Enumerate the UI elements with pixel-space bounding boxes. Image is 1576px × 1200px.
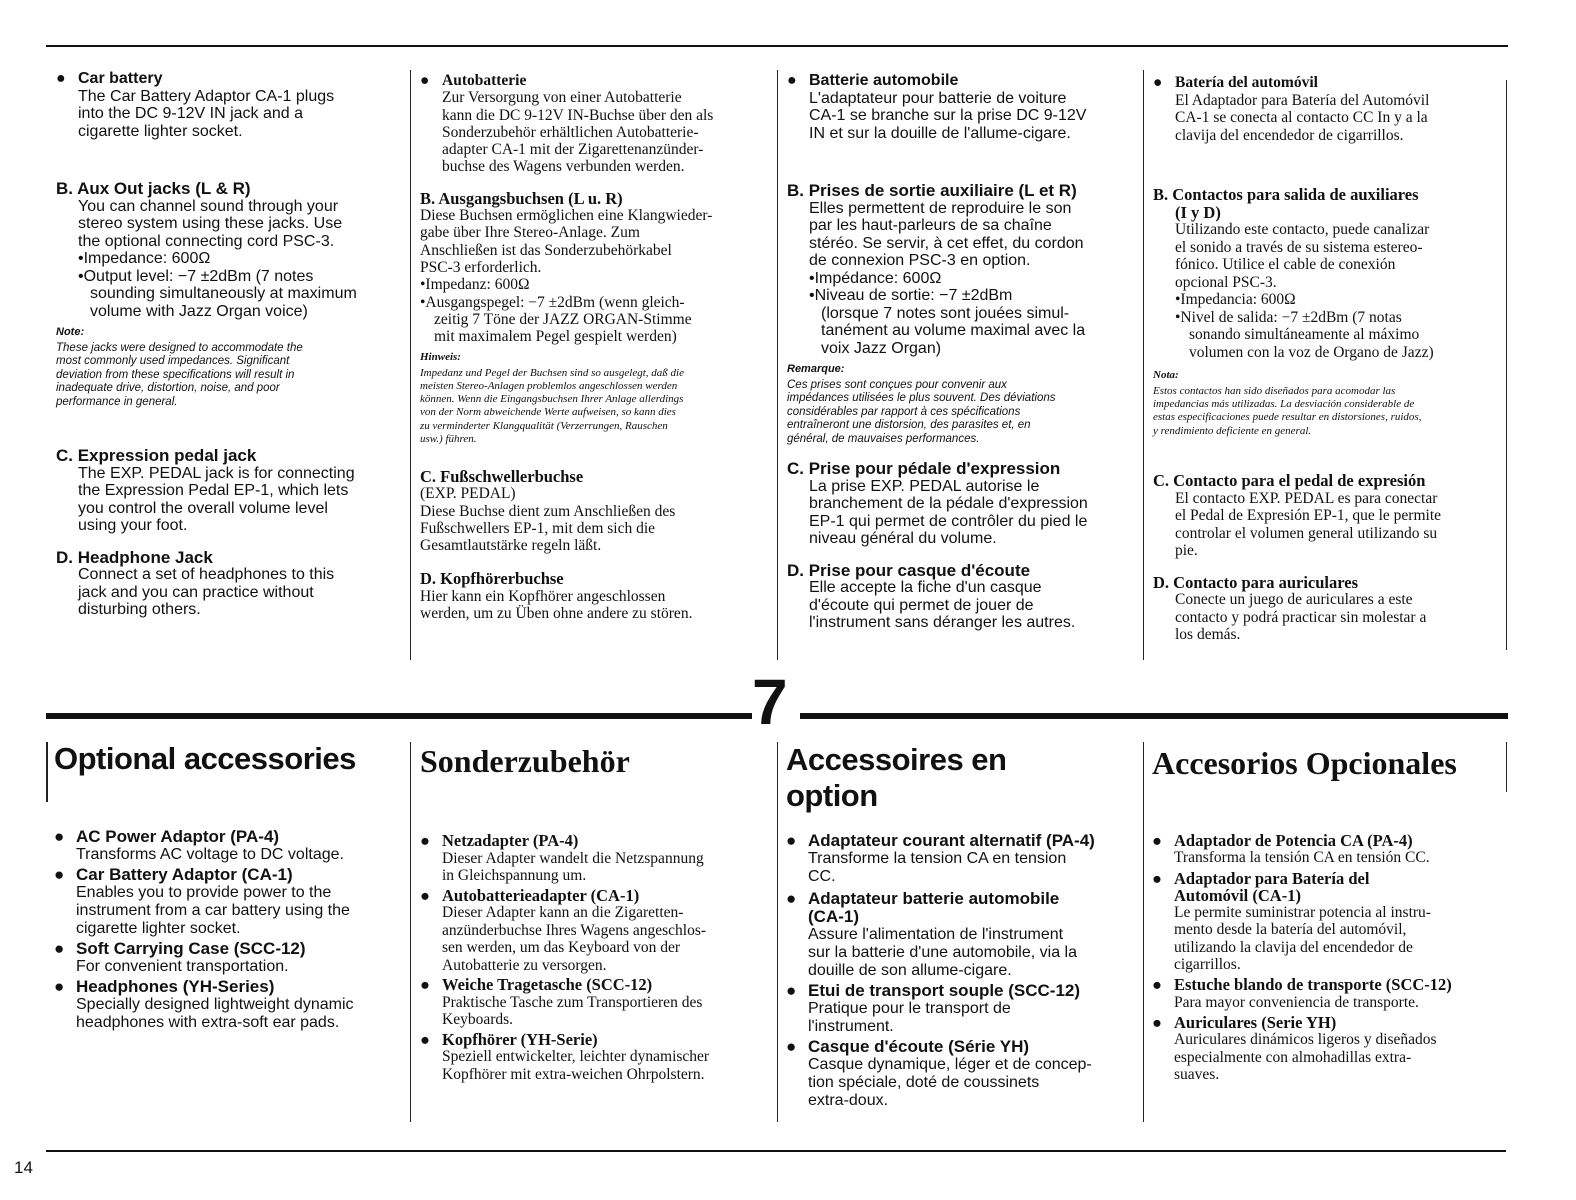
note-label: Hinweis: [420, 351, 461, 364]
section-title: Sonderzubehör [420, 743, 630, 779]
car-battery-text: L'adaptateur pour batterie de voiture CA-1 se branche sur la prise DC 9-12V IN et sur la douille de l'allume-cigare. [809, 89, 1087, 142]
top-rule [46, 45, 1508, 47]
accessory-carrying-case-text: Pratique pour le transport de l'instrument. [808, 1000, 1011, 1035]
note-text: These jacks were designed to accommodate the most commonly used impedances. Significant deviation from these specifications will result in inadequate drive, distortion, noise, and poor performance in general. [56, 341, 303, 408]
accessory-ac-adaptor-text: Transforms AC voltage to DC voltage. [76, 846, 344, 863]
expression-pedal-text: El contacto EXP. PEDAL es para conectar el Pedal de Expresión EP-1, que le permite controlar el volumen general utilizando su pie. [1175, 489, 1442, 560]
section-number: 7 [752, 666, 788, 738]
accessory-ac-adaptor-heading: ● Adaptateur courant alternatif (PA-4) [786, 831, 1095, 850]
accessory-headphones-heading: ● Kopfhörer (YH-Serie) [420, 1029, 598, 1049]
accessory-carrying-case-text: Praktische Tasche zum Transportieren des Keyboards. [442, 993, 703, 1028]
accessory-carrying-case-heading: ● Etui de transport souple (SCC-12) [786, 981, 1081, 1000]
bottom-rule [46, 1150, 1506, 1152]
accessory-headphones-text: Auriculares dinámicos ligeros y diseñados especialmente con almohadillas extra- suaves. [1174, 1031, 1437, 1083]
accessory-headphones-text: Speziell entwickelter, leichter dynamischer Kopfhörer mit extra-weichen Ohrpolstern. [442, 1048, 710, 1083]
accessory-car-battery-heading: ● Adaptateur batterie automobile (CA-1) [786, 889, 1060, 926]
headphone-jack-heading: D. Headphone Jack [56, 547, 213, 567]
column-divider [777, 70, 778, 660]
section-title: Accesorios Opcionales [1152, 745, 1457, 781]
aux-out-text: You can channel sound through your stereo system using these jacks. Use the optional connecting cord PSC-3. •Impedance: 600Ω •Output level: −7 ±2dBm (7 notes sounding simultaneously at maximum volume with Jazz Organ voice) [78, 197, 357, 320]
headphone-jack-heading: D. Contacto para auriculares [1153, 572, 1359, 592]
bottom-column-de [420, 742, 770, 1083]
expression-pedal-heading: C. Expression pedal jack [56, 446, 257, 466]
expression-pedal-heading: C. Fußschwellerbuchse [420, 466, 584, 486]
section-title: Accessoires en option [786, 742, 1007, 813]
accessory-car-battery-text: Dieser Adapter kann an die Zigaretten- anzünderbuchse Ihres Wagens angeschlos- sen werden, um das Keyboard von der Autobatterie zu versorgen. [442, 904, 707, 974]
headphone-jack-text: Connect a set of headphones to this jack and you can practice without disturbing others. [78, 566, 335, 619]
top-column-de [420, 72, 770, 622]
accessory-carrying-case-heading: ● Estuche blando de transporte (SCC-12) [1152, 975, 1452, 995]
column-divider [410, 742, 411, 1122]
note-label: Remarque: [787, 363, 845, 375]
top-column-en [56, 70, 406, 619]
accessory-car-battery-heading: ● Car Battery Adaptor (CA-1) [54, 865, 293, 884]
note-text: Estos contactos han sido diseñados para acomodar las impedancias más utilizadas. La desviación considerable de estas especificaciones puede resultar en distorsiones, ruidos, y rendimiento deficiente en general. [1153, 384, 1422, 437]
column-divider [1506, 742, 1507, 792]
accessory-car-battery-text: Le permite suministrar potencia al instru- mento desde la batería del automóvil, utilizando la clavija del encendedor de cigarrillos. [1174, 904, 1431, 974]
aux-out-heading: B. Ausgangsbuchsen (L u. R) [420, 188, 623, 208]
accessory-ac-adaptor-text: Transforma la tensión CA en tensión CC. [1174, 849, 1430, 867]
bottom-column-fr [786, 742, 1136, 1110]
note-label: Note: [56, 326, 85, 338]
section-title: Optional accessories [54, 741, 356, 776]
headphone-jack-text: Conecte un juego de auriculares a este contacto y podrá practicar sin molestar a los demás. [1175, 591, 1427, 644]
accessory-carrying-case-heading: ● Soft Carrying Case (SCC-12) [54, 939, 306, 958]
car-battery-text: Zur Versorgung von einer Autobatterie kann die DC 9-12V IN-Buchse über den als Sonderzubehör erhältlichen Autobatterie- adapter CA-1 mit der Zigarettenanzünder- buchse des Wagens verbunden werden. [442, 89, 714, 176]
top-column-es [1153, 74, 1503, 644]
aux-out-text: Diese Buchsen ermöglichen eine Klangwieder- gabe über Ihre Stereo-Anlage. Zum Anschließen ist das Sonderzubehörkabel PSC-3 erforderlich. •Impedanz: 600Ω •Ausgangspegel: −7 ±2dBm (wenn gleich- zeitig 7 Töne der JAZZ ORGAN-Stimme mit maximalem Pegel gespielt werden) [420, 207, 713, 346]
aux-out-heading: B. Contactos para salida de auxiliares (I y D) [1153, 185, 1419, 222]
accessory-car-battery-heading: ● Autobatterieadapter (CA-1) [420, 885, 640, 905]
column-divider [1143, 742, 1144, 1122]
top-column-fr [787, 72, 1137, 632]
bottom-column-en [54, 740, 404, 1032]
accessory-headphones-heading: ● Headphones (YH-Series) [54, 977, 275, 996]
accessory-car-battery-text: Enables you to provide power to the instrument from a car battery using the cigarette lighter socket. [76, 884, 350, 937]
section-rule-right [800, 713, 1508, 719]
aux-out-heading: B. Prises de sortie auxiliaire (L et R) [787, 181, 1077, 200]
accessory-carrying-case-heading: ● Weiche Tragetasche (SCC-12) [420, 975, 653, 994]
headphone-jack-heading: D. Kopfhörerbuchse [420, 569, 564, 589]
section-rule-left [46, 713, 752, 719]
expression-pedal-heading: C. Contacto para el pedal de expresión [1153, 471, 1426, 491]
car-battery-heading: ● Batterie automobile [787, 72, 959, 89]
accessory-ac-adaptor-heading: ● Adaptador de Potencia CA (PA-4) [1152, 831, 1413, 850]
accessory-headphones-heading: ● Casque d'écoute (Série YH) [786, 1037, 1030, 1056]
car-battery-text: El Adaptador para Batería del Automóvil CA-1 se conecta al contacto CC In y a la clavija del encendedor de cigarrillos. [1175, 91, 1430, 144]
headphone-jack-heading: D. Prise pour casque d'écoute [787, 560, 1031, 580]
accessory-ac-adaptor-text: Dieser Adapter wandelt die Netzspannung in Gleichspannung um. [442, 849, 704, 884]
column-divider [1143, 70, 1144, 660]
note-label: Nota: [1153, 369, 1179, 381]
car-battery-heading: ● Car battery [56, 70, 163, 87]
headphone-jack-text: Hier kann ein Kopfhörer angeschlossen werden, um zu Üben ohne andere zu stören. [420, 587, 693, 623]
accessory-car-battery-text: Assure l'alimentation de l'instrument sur la batterie d'une automobile, via la douille de son allume-cigare. [808, 926, 1077, 979]
column-divider [410, 70, 411, 660]
expression-pedal-text: La prise EXP. PEDAL autorise le branchement de la pédale d'expression EP-1 qui permet de contrôler du pied le niveau général du volume. [809, 477, 1088, 548]
accessory-car-battery-heading: ● Adaptador para Batería del Automóvil (CA-1) [1152, 868, 1370, 905]
accessory-headphones-heading: ● Auriculares (Serie YH) [1152, 1012, 1337, 1032]
expression-pedal-text: The EXP. PEDAL jack is for connecting the Expression Pedal EP-1, which lets you control the overall volume level using your foot. [78, 464, 355, 535]
column-divider [1506, 80, 1507, 650]
column-divider [777, 742, 778, 1122]
aux-out-heading: B. Aux Out jacks (L & R) [56, 179, 251, 198]
accessory-carrying-case-text: For convenient transportation. [76, 958, 289, 975]
note-text: Impedanz und Pegel der Buchsen sind so ausgelegt, daß die meisten Stereo-Anlagen problemlos angeschlossen werden können. Wenn die Eingangsbuchsen Ihrer Anlage allerdings von der Norm abweichende Werte aufweisen, so kann dies zu verminderter Klangqualität (Verzerrungen, Rauschen usw.) führen. [420, 366, 684, 445]
accessory-ac-adaptor-heading: ● AC Power Adaptor (PA-4) [54, 827, 280, 846]
expression-pedal-heading: C. Prise pour pédale d'expression [787, 459, 1061, 479]
headphone-jack-text: Elle accepte la fiche d'un casque d'écoute qui permet de jouer de l'instrument sans déranger les autres. [809, 579, 1076, 632]
car-battery-heading: ● Autobatterie [420, 72, 527, 89]
column-divider [46, 742, 48, 802]
expression-pedal-text: (EXP. PEDAL) Diese Buchse dient zum Anschließen des Fußschwellers EP-1, mit dem sich die Gesamtlautstärke regeln läßt. [420, 485, 676, 555]
accessory-headphones-text: Specially designed lightweight dynamic headphones with extra-soft ear pads. [76, 996, 354, 1031]
car-battery-text: The Car Battery Adaptor CA-1 plugs into the DC 9-12V IN jack and a cigarette lighter socket. [78, 87, 335, 140]
page-number: 14 [14, 1158, 33, 1177]
note-text: Ces prises sont conçues pour convenir aux impédances utilisées le plus souvent. Des déviations considérables par rapport à ces spécifications entraîneront une distorsion, des parasites et, en général, de mauvaises performances. [787, 378, 1056, 445]
bottom-column-es [1152, 744, 1504, 1083]
aux-out-text: Elles permettent de reproduire le son par les haut-parleurs de sa chaîne stéréo. Se servir, à cet effet, du cordon de connexion PSC-3 en option. •Impédance: 600Ω •Niveau de sortie: −7 ±2dBm (lorsque 7 notes sont jouées simul- tanément au volume maximal avec la voix Jazz Organ) [809, 199, 1086, 357]
accessory-headphones-text: Casque dynamique, léger et de concep- tion spéciale, doté de coussinets extra-doux. [808, 1056, 1092, 1109]
aux-out-text: Utilizando este contacto, puede canalizar el sonido a través de su sistema estereo- fónico. Utilice el cable de conexión opcional PSC-3. •Impedancia: 600Ω •Nivel de salida: −7 ±2dBm (7 notas sonando simultáneamente al máximo volumen con la voz de Organo de Jazz) [1175, 221, 1434, 361]
accessory-carrying-case-text: Para mayor conveniencia de transporte. [1174, 993, 1419, 1011]
car-battery-heading: ● Batería del automóvil [1153, 74, 1318, 91]
accessory-ac-adaptor-text: Transforme la tension CA en tension CC. [808, 850, 1067, 885]
accessory-ac-adaptor-heading: ● Netzadapter (PA-4) [420, 831, 579, 850]
